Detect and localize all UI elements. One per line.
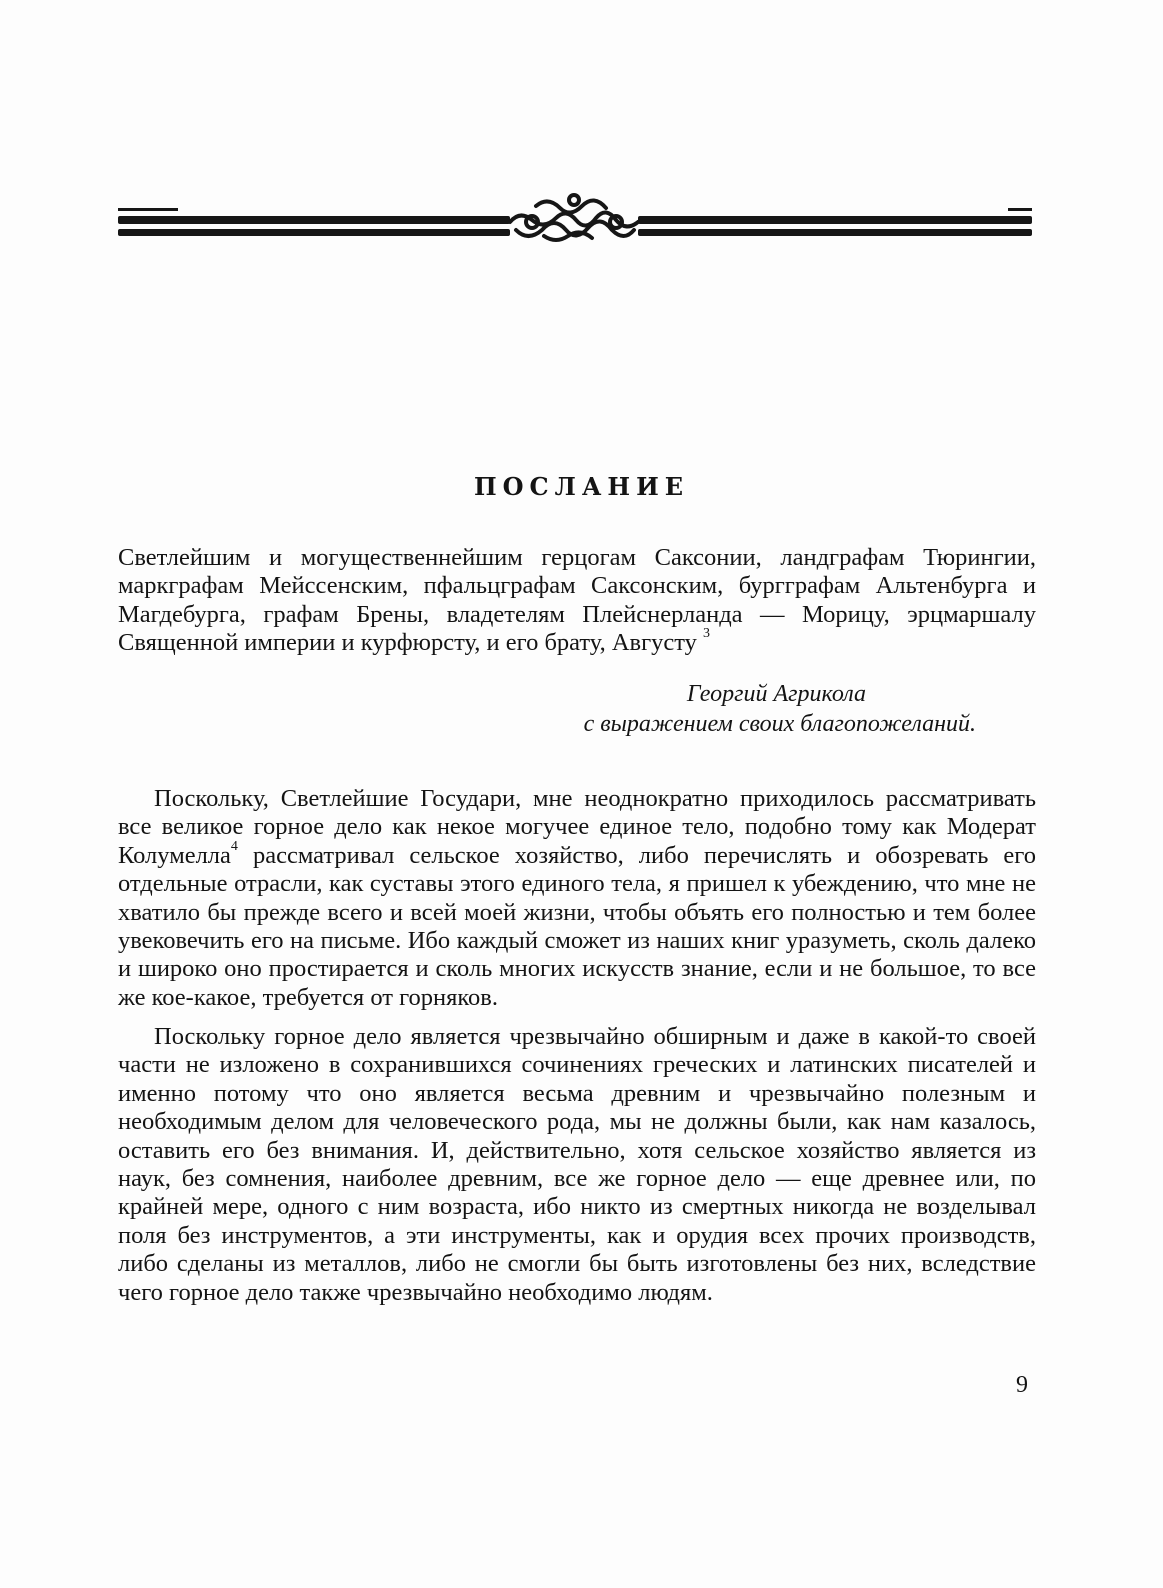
signature-block [500, 679, 976, 739]
ornament-right-hairline [1008, 208, 1032, 211]
paragraph-1 [118, 785, 1036, 1012]
dedication-address [118, 544, 1036, 658]
ornamental-header-band [118, 186, 1032, 244]
paragraph-1-part-2: рассматривал сельское хозяйство, либо перечислять и обозревать его отдельные отрасли, как суставы этого единого тела, я пришел к убеждению, что мне не хватило бы прежде всего и всей моей жизни, чтобы объять его полностью и тем более увековечить его на письме. Ибо каждый сможет из наших книг уразуметь, сколь далеко и широко оно простирается и сколь многих искусств знание, если и не большое, то все же кое-какое, требуется от горняков. [118, 841, 1036, 1011]
ornament-knotwork [510, 195, 638, 240]
signature-phrase: с выражением своих благопожеланий. [583, 711, 976, 737]
ornament-right-bar-top [638, 216, 1032, 224]
epistle-heading: ПОСЛАНИЕ [473, 472, 690, 501]
signature-author: Георгий Агрикола [686, 681, 866, 707]
paragraph-1-part-1: Поскольку, Светлейшие Государи, мне неоднократно приходилось рассматривать все великое горное дело как некое могучее единое тело, подобно тому как Модерат Колумелла [118, 785, 1036, 869]
ornament-left-bar-top [118, 216, 510, 224]
page-number: 9 [1016, 1372, 1028, 1398]
footnote-ref-4: 4 [230, 838, 238, 854]
ornament-left-hairline [118, 208, 178, 211]
ornament-right-bar-bottom [638, 229, 1032, 236]
dedication-address-text: Светлейшим и могущественнейшим герцогам Саксонии, ландграфам Тюрингии, маркграфам Мейссенским, пфальцграфам Саксонским, бургграфам Альтенбурга и Магдебурга, графам Брены, владетелям Плейснерланда — Морицу, эрцмаршалу Священной империи и курфюрсту, и его брату, Августу [118, 544, 1036, 657]
footnote-ref-3: 3 [703, 626, 711, 642]
ornament-left-bar-bottom [118, 229, 510, 236]
paragraph-2: Поскольку горное дело является чрезвычайно обширным и даже в какой-то своей части не изложено в сохранившихся сочинениях греческих и латинских писателей и именно потому что оно является весьма древним и чрезвычайно полезным и необходимым делом для человеческого рода, мы не должны были, как нам казалось, оставить его без внимания. И, действительно, хотя сельское хозяйство является из наук, без сомнения, наиболее древним, все же горное дело — еще древнее или, по крайней мере, одного с ним возраста, ибо никто из смертных никогда не возделывал поля без инструментов, а эти инструменты, как и орудия всех прочих производств, либо сделаны из металлов, либо не смогли бы быть изготовлены без них, вследствие чего горное дело также чрезвычайно необходимо людям. [118, 1023, 1036, 1306]
